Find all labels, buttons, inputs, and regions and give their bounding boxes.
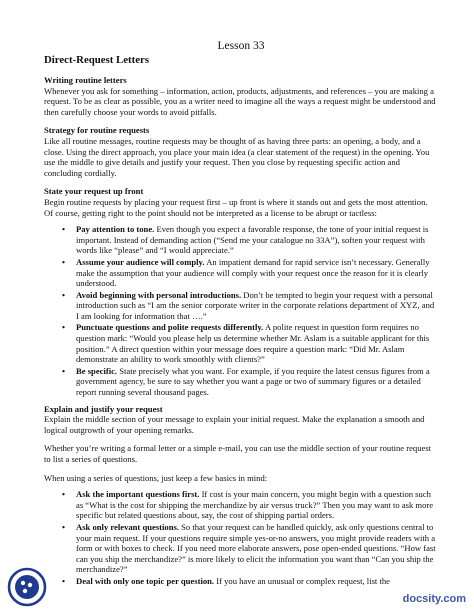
list-item	[76, 290, 438, 322]
bullet-text: If you have an unusual or complex request, list the	[214, 575, 390, 586]
list-item	[76, 322, 438, 364]
bullet-text: Don’t be tempted to begin your request with a personal introduction such as “I am the senior corporate writer in the corporate relations department of XYZ, and I am looking for information that ….”	[76, 289, 435, 321]
paragraph-justify: Explain the middle section of your message to explain your initial request. Make the explanation a smooth and logical outgrowth of your opening remarks.	[44, 414, 425, 435]
bullet-text: A polite request in question form requires no question mark: “Would you please help us determine whether Mr. Aslam is a suitable applicant for this position.” A direct question within your message does require a question mark: “Did Mr. Aslam demonstrate an ability to work smoothly with clients?”	[76, 322, 430, 365]
justify-bullet-list	[44, 489, 438, 586]
bullet-lead: Pay attention to tone.	[76, 224, 155, 235]
bullet-text: Even though you expect a favorable response, the tone of your initial request is important. Instead of demanding action (“Send me your catalogue no 33A”), soften your request with words like “please” and “I would appreciate.”	[76, 224, 429, 256]
section-heading-justify: Explain and justify your request	[44, 403, 163, 414]
section-heading-routine: Writing routine letters	[44, 75, 127, 85]
bullet-lead: Deal with only one topic per question.	[76, 575, 215, 586]
docsity-logo-icon	[6, 566, 48, 608]
bullet-text: So that your request can be handled quickly, ask only questions central to your main request. If your questions require simple yes-or-no answers, you might provide readers with a form or with boxes to check. If you need more elaborate answers, pose open-ended questions. “How fast can you ship the merchandize?” is more likely to elicit the information you want than “Can you ship the merchandize?”	[76, 521, 436, 575]
section-heading-strategy: Strategy for routine requests	[44, 125, 150, 136]
document-page	[44, 40, 438, 593]
list-item	[76, 224, 438, 256]
paragraph-upfront: Begin routine requests by placing your request first – up front is where it stands out and gets the most attention. Of course, getting right to the point should not be interpreted as a license to be abrupt or tactless:	[44, 196, 428, 218]
section-heading-upfront: State your request up front	[44, 186, 144, 197]
bullet-text: State precisely what you want. For example, if you require the latest census figures from a government agency, be sure to say whether you want a page or two of summary figures or a detailed report running several thousand pages.	[76, 365, 430, 398]
paragraph-justify-questions: Whether you’re writing a formal letter or a simple e-mail, you can use the middle section of your routine request to list a series of questions.	[44, 443, 432, 464]
bullet-lead: Punctuate questions and polite requests differently.	[76, 322, 264, 333]
list-item	[76, 522, 438, 575]
paragraph-strategy: Like all routine messages, routine requests may be thought of as having three parts: an opening, a body, and a close. Using the direct approach, you place your main idea (a clear statement of the request) in the opening. You use the middle to give details and justify your request. Then you close by requesting specific action and concluding cordially.	[44, 135, 430, 178]
docsity-watermark[interactable]: docsity.com	[402, 593, 466, 606]
bullet-lead: Ask the important questions first.	[76, 489, 200, 500]
paragraph-justify-basics: When using a series of questions, just keep a few basics in mind:	[44, 472, 268, 483]
list-item	[76, 576, 438, 587]
bullet-text: An impatient demand for rapid service isn’t necessary. Generally make the assumption that your audience will comply with your request once the reason for it is clearly understood.	[76, 256, 430, 289]
bullet-lead: Avoid beginning with personal introductions.	[76, 289, 242, 300]
bullet-text: If cost is your main concern, you might begin with a question such as “What is the cost for shipping the merchandize by air versus truck?” Then you may want to ask more specific but related questions about, say, the cost of shipping partial orders.	[76, 489, 434, 521]
document-title: Direct-Request Letters	[44, 54, 150, 66]
bullet-lead: Ask only relevant questions.	[76, 521, 179, 532]
bullet-lead: Be specific.	[76, 365, 118, 376]
list-item	[76, 489, 438, 521]
list-item	[76, 257, 438, 289]
list-item	[76, 366, 438, 398]
upfront-bullet-list	[44, 224, 438, 398]
paragraph-routine: Whenever you ask for something – information, action, products, adjustments, and references – you are making a request. To be as clear as possible, you as a writer need to imagine all the ways a request might be understood and then carefully choose your words to avoid pitfalls.	[44, 85, 436, 117]
bullet-lead: Assume your audience will comply.	[76, 256, 205, 267]
lesson-number: Lesson 33	[217, 40, 265, 52]
